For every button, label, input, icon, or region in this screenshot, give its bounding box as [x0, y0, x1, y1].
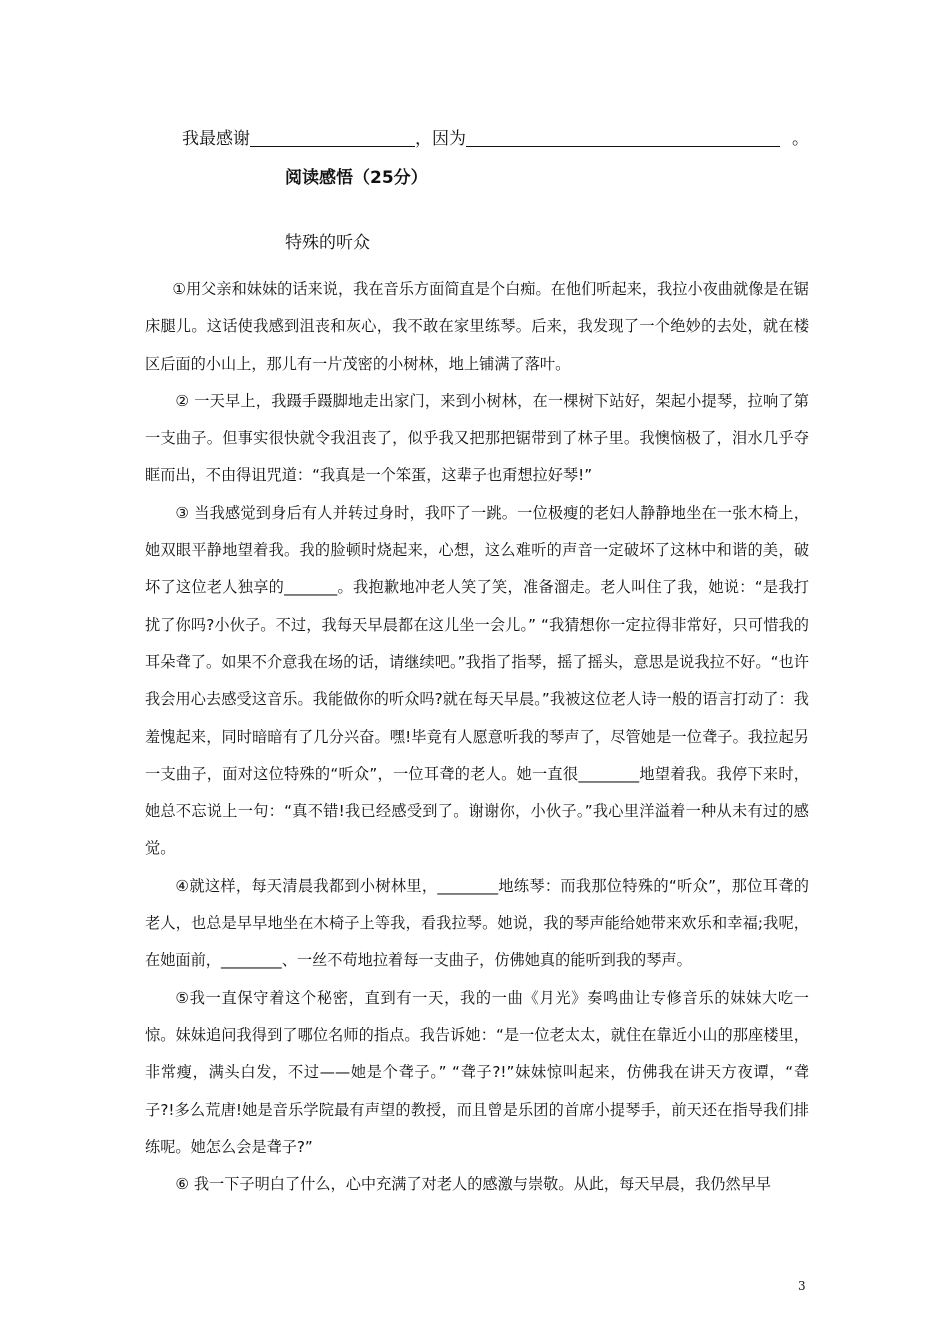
fill-middle: ，因为 [415, 129, 466, 149]
paragraph-3: ③ 当我感觉到身后有人并转过身时，我吓了一跳。一位极瘦的老妇人静静地坐在一张木椅上，她双眼平静地望着我。我的脸顿时烧起来，心想，这么难听的声音一定破坏了这林中和谐的美，破坏了这位老人独享的_______。我抱歉地冲老人笑了笑，准备溜走。老人叫住了我，她说：“是我打扰了你吗?小伙子。不过，我每天早晨都在这儿坐一会儿。” “我猜想你一定拉得非常好，只可惜我的耳朵聋了。如果不介意我在场的话，请继续吧。”我指了指琴，摇了摇头，意思是说我拉不好。“也许我会用心去感受这音乐。我能做你的听众吗?就在每天早晨。”我被这位老人诗一般的语言打动了：我羞愧起来，同时暗暗有了几分兴奋。嘿!毕竟有人愿意听我的琴声了，尽管她是一位聋子。我拉起另一支曲子，面对这位特殊的“听众”，一位耳聋的老人。她一直很________地望着我。我停下来时，她总不忘说上一句：“真不错!我已经感受到了。谢谢你，小伙子。”我心里洋溢着一种从未有过的感觉。 [145, 503, 809, 858]
paragraph-4: ④就这样，每天清晨我都到小树林里，________地练琴：而我那位特殊的“听众”，那位耳聋的老人，也总是早早地坐在木椅子上等我，看我拉琴。她说，我的琴声能给她带来欢乐和幸福;我呢，在她面前，________、一丝不苟地拉着每一支曲子，仿佛她真的能听到我的琴声。 [145, 876, 809, 970]
article-title: 特殊的听众 [285, 233, 370, 253]
section-title: 阅读感悟（25分） [285, 168, 428, 188]
article-body [145, 271, 809, 1203]
fill-prefix: 我最感谢 [182, 129, 250, 149]
paragraph-1: ①用父亲和妹妹的话来说，我在音乐方面简直是个白痴。在他们听起来，我拉小夜曲就像是在锯床腿儿。这话使我感到沮丧和灰心，我不敢在家里练琴。后来，我发现了一个绝妙的去处，就在楼区后面的小山上，那儿有一片茂密的小树林，地上铺满了落叶。 [145, 280, 809, 373]
paragraph-6: ⑥ 我一下子明白了什么，心中充满了对老人的感激与崇敬。从此，每天早晨，我仍然早早 [175, 1175, 771, 1194]
page-number: 3 [798, 1279, 806, 1293]
answer-blank-2[interactable] [466, 128, 780, 147]
answer-blank-1[interactable] [250, 128, 415, 147]
paragraph-5: ⑤我一直保守着这个秘密，直到有一天，我的一曲《月光》奏鸣曲让专修音乐的妹妹大吃一惊。妹妹追问我得到了哪位名师的指点。我告诉她：“是一位老太太，就住在靠近小山的那座楼里，非常瘦，满头白发，不过——她是个聋子。” “聋子?!”妹妹惊叫起来，仿佛我在讲天方夜谭，“聋子?!多么荒唐!她是音乐学院最有声望的教授，而且曾是乐团的首席小提琴手，前天还在指导我们排练呢。她怎么会是聋子?” [145, 988, 809, 1156]
fill-suffix: 。 [792, 129, 809, 149]
paragraph-2: ② 一天早上，我蹑手蹑脚地走出家门，来到小树林，在一棵树下站好，架起小提琴，拉响了第一支曲子。但事实很快就令我沮丧了，似乎我又把那把锯带到了林子里。我懊恼极了，泪水几乎夺眶而出，不由得诅咒道：“我真是一个笨蛋，这辈子也甭想拉好琴!” [145, 391, 809, 485]
fill-in-sentence [182, 124, 809, 149]
